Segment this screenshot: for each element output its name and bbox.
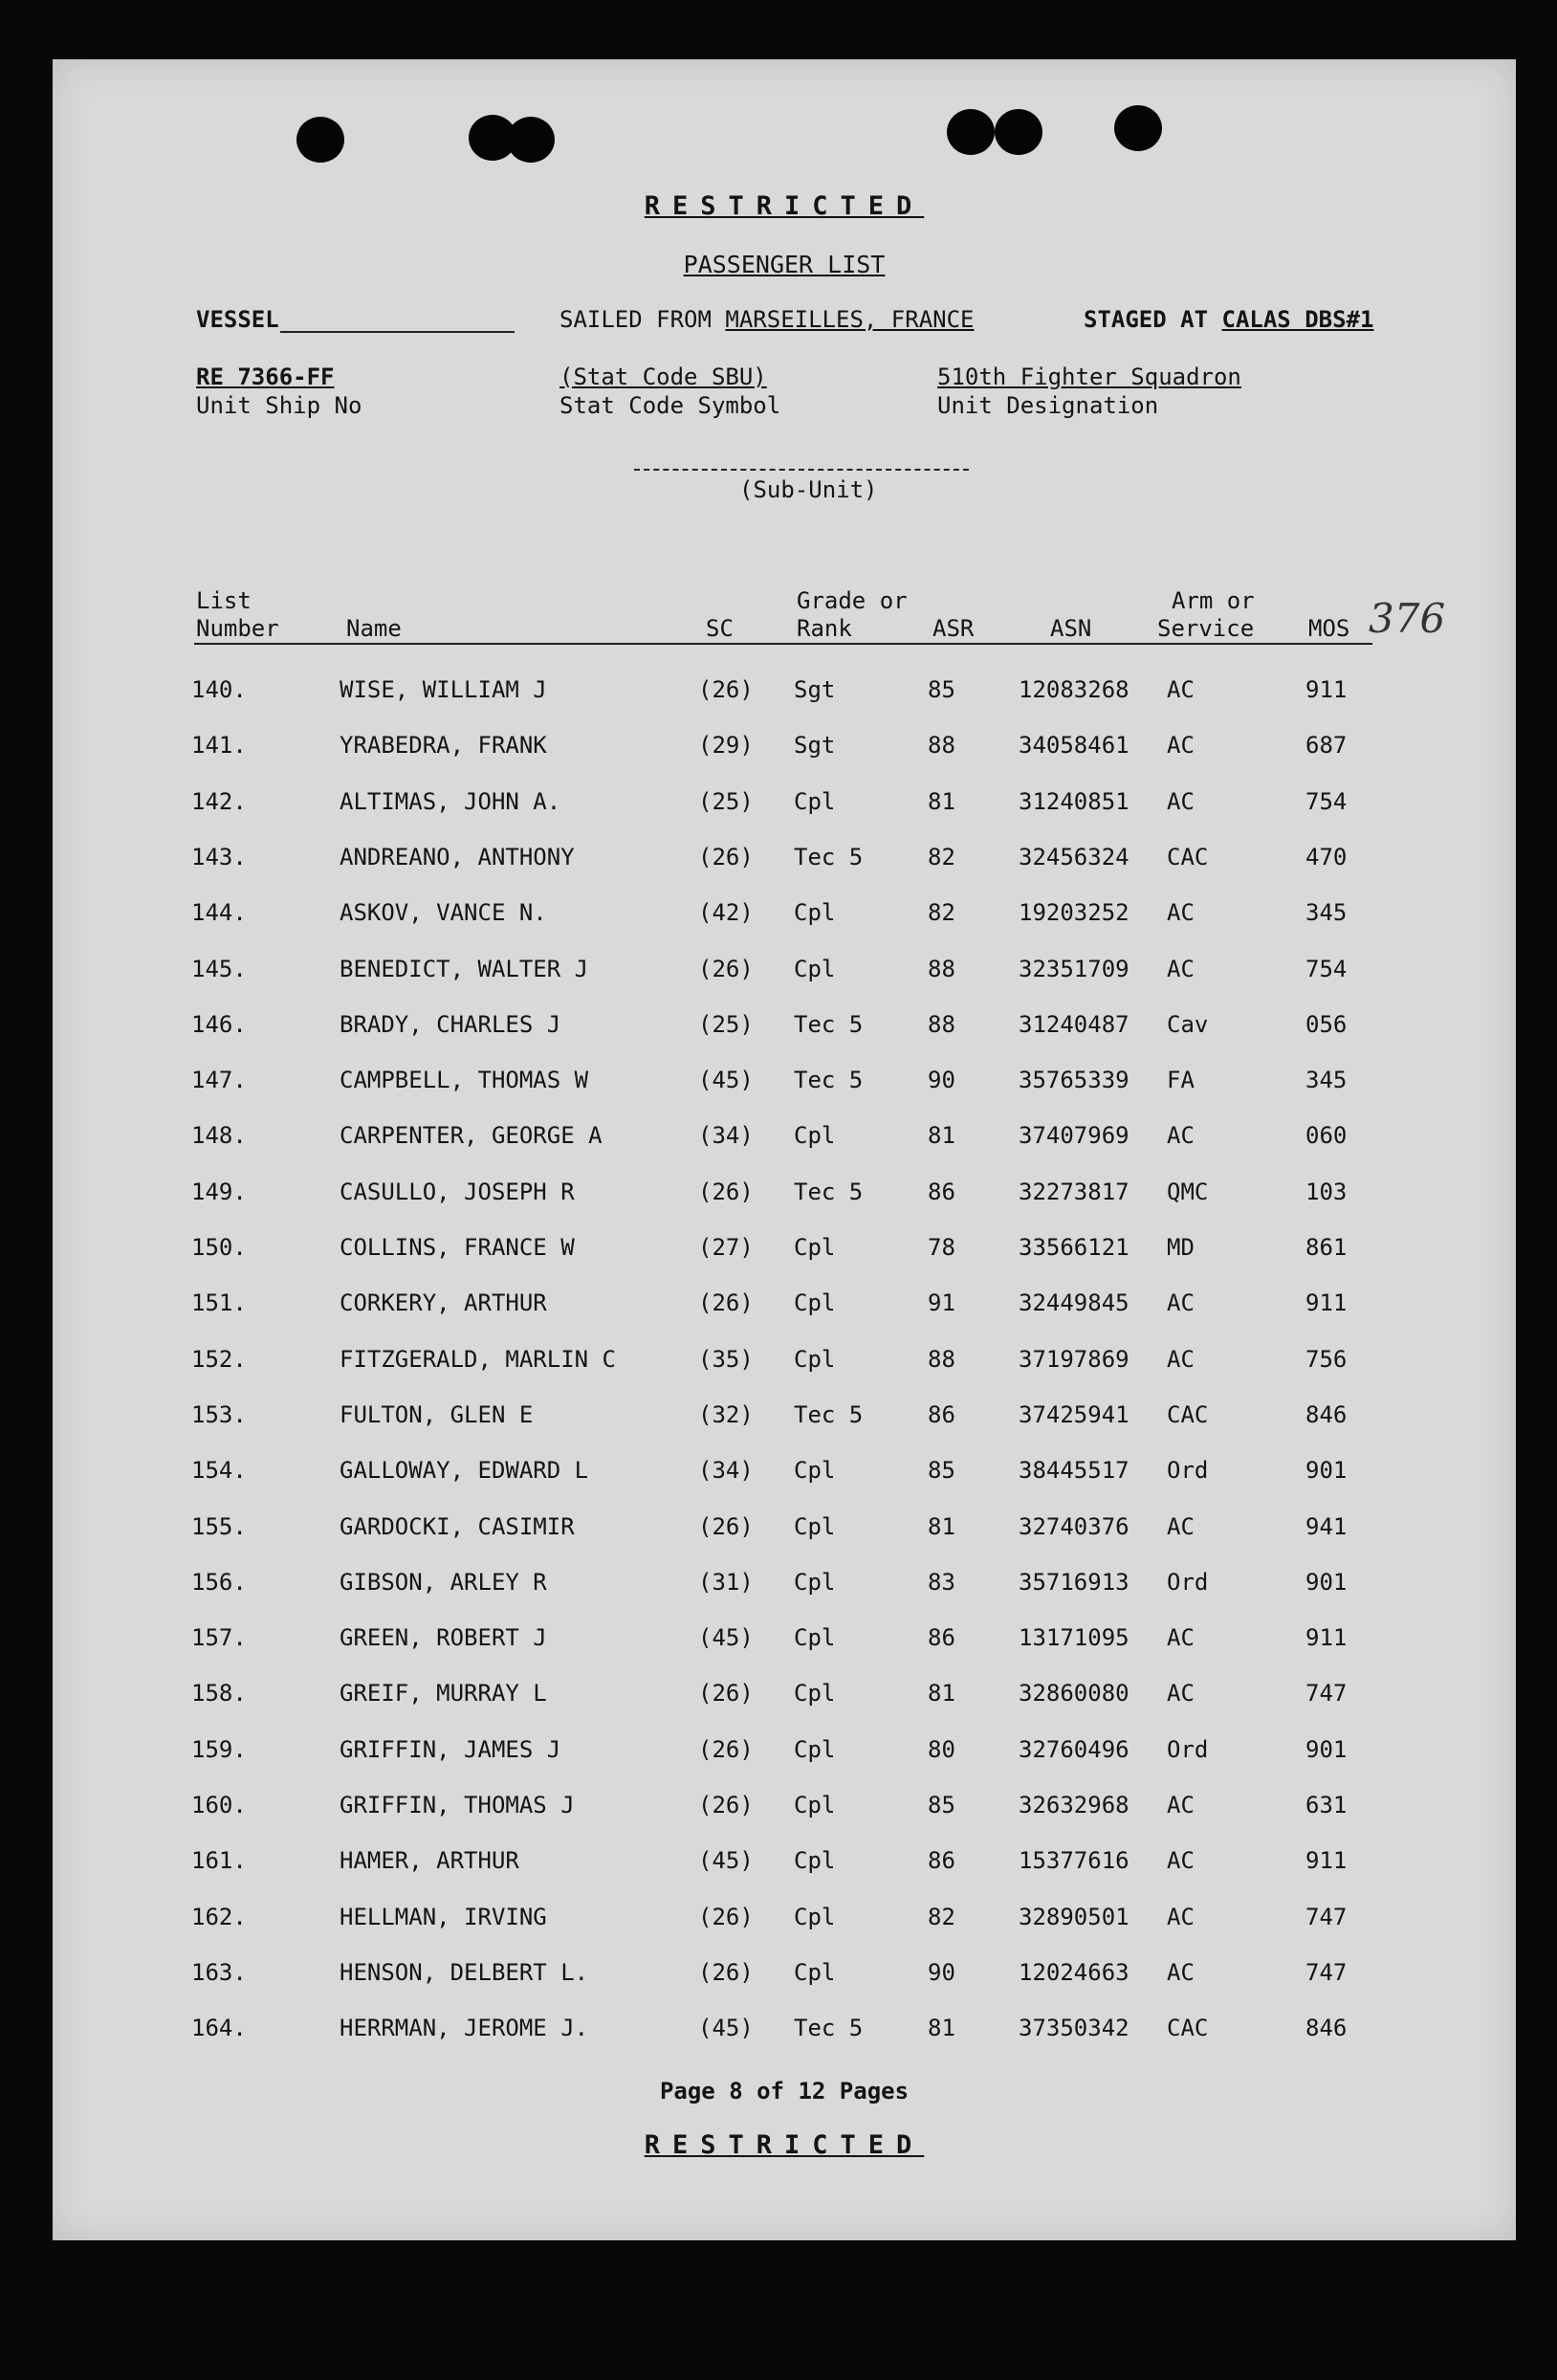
cell-mos: 103 (1305, 1178, 1348, 1205)
cell-num: 156. (191, 1568, 247, 1596)
punch-hole (507, 117, 555, 163)
cell-name: GARDOCKI, CASIMIR (340, 1512, 575, 1540)
cell-asr: 81 (928, 787, 955, 815)
cell-grade: Cpl (794, 1903, 836, 1930)
cell-asr: 82 (928, 843, 955, 870)
cell-sc: (31) (698, 1568, 754, 1596)
cell-num: 152. (191, 1345, 247, 1373)
cell-mos: 056 (1305, 1010, 1348, 1038)
unit-designation-label: Unit Designation (937, 392, 1159, 419)
punch-hole (1114, 105, 1162, 151)
cell-arm: AC (1167, 787, 1195, 815)
cell-grade: Tec 5 (794, 2015, 864, 2042)
table-row (53, 956, 1516, 994)
cell-asn: 37407969 (1019, 1122, 1129, 1150)
cell-asr: 85 (928, 676, 955, 703)
cell-asr: 81 (928, 1680, 955, 1708)
table-row (53, 1959, 1516, 1997)
cell-arm: AC (1167, 1792, 1195, 1818)
sub-unit-line (634, 469, 969, 471)
cell-grade: Cpl (794, 1792, 836, 1818)
cell-asn: 32860080 (1019, 1680, 1129, 1708)
page-number: Page 8 of 12 Pages (659, 2078, 910, 2105)
table-row (53, 1289, 1516, 1328)
cell-sc: (45) (698, 1067, 754, 1094)
col-grade (797, 587, 908, 643)
unit-ship-no-label: Unit Ship No (196, 392, 362, 419)
cell-mos: 747 (1305, 1680, 1348, 1708)
punch-hole (995, 109, 1042, 155)
cell-asn: 12083268 (1019, 676, 1129, 703)
cell-name: HERRMAN, JEROME J. (340, 2015, 589, 2042)
cell-arm: CAC (1167, 2015, 1209, 2042)
cell-name: CASULLO, JOSEPH R (340, 1178, 575, 1205)
table-row (53, 1122, 1516, 1160)
cell-num: 159. (191, 1735, 247, 1763)
cell-name: FULTON, GLEN E (340, 1400, 534, 1428)
table-row (53, 1513, 1516, 1552)
cell-sc: (45) (698, 2015, 754, 2042)
cell-mos: 754 (1305, 787, 1348, 815)
cell-mos: 911 (1305, 1289, 1348, 1317)
cell-sc: (27) (698, 1234, 754, 1261)
cell-asn: 13171095 (1019, 1624, 1129, 1652)
cell-asn: 32351709 (1019, 955, 1129, 982)
cell-sc: (29) (698, 732, 754, 760)
cell-asr: 90 (928, 1958, 955, 1986)
cell-num: 143. (191, 843, 247, 870)
cell-asr: 85 (928, 1457, 955, 1485)
sailed-from (559, 306, 975, 333)
cell-name: BENEDICT, WALTER J (340, 955, 589, 982)
cell-mos: 754 (1305, 955, 1348, 982)
cell-arm: CAC (1167, 1400, 1209, 1428)
cell-asr: 86 (928, 1624, 955, 1652)
cell-grade: Cpl (794, 787, 836, 815)
cell-sc: (35) (698, 1345, 754, 1373)
cell-arm: AC (1167, 676, 1195, 703)
cell-mos: 901 (1305, 1457, 1348, 1485)
cell-asr: 82 (928, 1903, 955, 1930)
cell-name: COLLINS, FRANCE W (340, 1234, 575, 1261)
cell-sc: (26) (698, 1680, 754, 1708)
cell-num: 145. (191, 955, 247, 982)
cell-arm: Cav (1167, 1010, 1209, 1038)
cell-asr: 78 (928, 1234, 955, 1261)
cell-grade: Tec 5 (794, 1010, 864, 1038)
cell-arm: AC (1167, 1345, 1195, 1373)
cell-grade: Tec 5 (794, 843, 864, 870)
cell-arm: Ord (1167, 1568, 1209, 1596)
cell-num: 141. (191, 732, 247, 760)
cell-asn: 31240487 (1019, 1010, 1129, 1038)
cell-arm: AC (1167, 1847, 1195, 1875)
classification-footer: RESTRICTED (644, 2130, 925, 2160)
cell-arm: AC (1167, 1903, 1195, 1930)
cell-name: GRIFFIN, JAMES J (340, 1735, 561, 1763)
cell-asn: 37350342 (1019, 2015, 1129, 2042)
cell-mos: 060 (1305, 1122, 1348, 1150)
cell-num: 164. (191, 2015, 247, 2042)
cell-asr: 86 (928, 1400, 955, 1428)
cell-asr: 80 (928, 1735, 955, 1763)
table-row (53, 899, 1516, 937)
cell-grade: Cpl (794, 1847, 836, 1875)
cell-mos: 345 (1305, 1067, 1348, 1094)
table-row (53, 1011, 1516, 1049)
cell-arm: AC (1167, 732, 1195, 760)
cell-asr: 81 (928, 1512, 955, 1540)
cell-name: CAMPBELL, THOMAS W (340, 1067, 589, 1094)
cell-num: 146. (191, 1010, 247, 1038)
vessel-label: VESSEL (196, 306, 279, 333)
cell-asn: 32890501 (1019, 1903, 1129, 1930)
cell-name: ALTIMAS, JOHN A. (340, 787, 561, 815)
cell-asr: 83 (928, 1568, 955, 1596)
cell-grade: Tec 5 (794, 1067, 864, 1094)
cell-asr: 85 (928, 1792, 955, 1818)
cell-mos: 747 (1305, 1958, 1348, 1986)
cell-sc: (25) (698, 1010, 754, 1038)
cell-sc: (34) (698, 1457, 754, 1485)
cell-sc: (26) (698, 676, 754, 703)
cell-name: BRADY, CHARLES J (340, 1010, 561, 1038)
cell-grade: Cpl (794, 1958, 836, 1986)
staged-at-label: STAGED AT (1084, 306, 1209, 333)
sub-unit-label: (Sub-Unit) (739, 476, 878, 503)
cell-num: 158. (191, 1680, 247, 1708)
cell-arm: AC (1167, 1122, 1195, 1150)
cell-grade: Tec 5 (794, 1400, 864, 1428)
cell-arm: CAC (1167, 843, 1209, 870)
col-arm-line1: Arm or (1172, 587, 1255, 614)
sailed-from-value: MARSEILLES, FRANCE (725, 306, 975, 333)
cell-grade: Cpl (794, 1289, 836, 1317)
table-row (53, 1569, 1516, 1607)
cell-mos: 901 (1305, 1568, 1348, 1596)
table-row (53, 1847, 1516, 1885)
cell-grade: Cpl (794, 1345, 836, 1373)
cell-num: 148. (191, 1122, 247, 1150)
table-row (53, 1179, 1516, 1217)
list-title: PASSENGER LIST (683, 251, 886, 278)
cell-grade: Cpl (794, 1512, 836, 1540)
cell-asr: 88 (928, 732, 955, 760)
cell-arm: FA (1167, 1067, 1195, 1094)
table-row (53, 732, 1516, 770)
cell-asn: 35716913 (1019, 1568, 1129, 1596)
cell-grade: Cpl (794, 1735, 836, 1763)
cell-sc: (26) (698, 1958, 754, 1986)
cell-asn: 32449845 (1019, 1289, 1129, 1317)
cell-arm: AC (1167, 899, 1195, 927)
col-arm-line2: Service (1157, 615, 1255, 642)
cell-asr: 88 (928, 1345, 955, 1373)
table-row (53, 1792, 1516, 1830)
cell-mos: 345 (1305, 899, 1348, 927)
cell-sc: (45) (698, 1624, 754, 1652)
cell-num: 157. (191, 1624, 247, 1652)
vessel-blank-line (280, 331, 515, 333)
col-mos: MOS (1308, 615, 1350, 642)
cell-name: CORKERY, ARTHUR (340, 1289, 547, 1317)
cell-name: GALLOWAY, EDWARD L (340, 1457, 589, 1485)
cell-name: CARPENTER, GEORGE A (340, 1122, 603, 1150)
cell-asn: 32740376 (1019, 1512, 1129, 1540)
table-row (53, 788, 1516, 826)
cell-sc: (34) (698, 1122, 754, 1150)
cell-mos: 911 (1305, 676, 1348, 703)
table-row (53, 1067, 1516, 1105)
cell-asn: 35765339 (1019, 1067, 1129, 1094)
cell-arm: AC (1167, 955, 1195, 982)
table-row (53, 1401, 1516, 1440)
staged-at-value: CALAS DBS#1 (1221, 306, 1374, 333)
cell-num: 162. (191, 1903, 247, 1930)
cell-asn: 19203252 (1019, 899, 1129, 927)
cell-arm: AC (1167, 1624, 1195, 1652)
cell-sc: (25) (698, 787, 754, 815)
cell-asn: 37197869 (1019, 1345, 1129, 1373)
cell-grade: Cpl (794, 1122, 836, 1150)
cell-asr: 88 (928, 955, 955, 982)
cell-sc: (26) (698, 1178, 754, 1205)
cell-mos: 861 (1305, 1234, 1348, 1261)
col-list-number-line1: List (196, 587, 252, 614)
table-row (53, 1624, 1516, 1663)
cell-grade: Cpl (794, 1568, 836, 1596)
cell-asr: 88 (928, 1010, 955, 1038)
cell-sc: (26) (698, 1512, 754, 1540)
col-asn: ASN (1050, 615, 1092, 642)
table-row (53, 676, 1516, 715)
cell-asn: 31240851 (1019, 787, 1129, 815)
cell-mos: 470 (1305, 843, 1348, 870)
cell-mos: 846 (1305, 2015, 1348, 2042)
cell-num: 163. (191, 1958, 247, 1986)
cell-num: 144. (191, 899, 247, 927)
cell-asr: 91 (928, 1289, 955, 1317)
col-grade-line1: Grade or (797, 587, 908, 614)
cell-mos: 756 (1305, 1345, 1348, 1373)
cell-sc: (26) (698, 1792, 754, 1818)
cell-sc: (26) (698, 1289, 754, 1317)
cell-name: FITZGERALD, MARLIN C (340, 1345, 616, 1373)
cell-asr: 86 (928, 1847, 955, 1875)
cell-asr: 81 (928, 1122, 955, 1150)
table-row (53, 1346, 1516, 1384)
cell-mos: 911 (1305, 1624, 1348, 1652)
cell-num: 154. (191, 1457, 247, 1485)
cell-name: HENSON, DELBERT L. (340, 1958, 589, 1986)
table-row (53, 1457, 1516, 1495)
cell-name: YRABEDRA, FRANK (340, 732, 547, 760)
unit-designation-value: 510th Fighter Squadron (937, 364, 1241, 390)
cell-asn: 37425941 (1019, 1400, 1129, 1428)
cell-mos: 941 (1305, 1512, 1348, 1540)
cell-sc: (26) (698, 1903, 754, 1930)
cell-name: WISE, WILLIAM J (340, 676, 547, 703)
cell-asn: 32632968 (1019, 1792, 1129, 1818)
cell-name: HELLMAN, IRVING (340, 1903, 547, 1930)
cell-asr: 86 (928, 1178, 955, 1205)
cell-grade: Cpl (794, 1624, 836, 1652)
unit-ship-no-value: RE 7366-FF (196, 364, 335, 390)
cell-num: 142. (191, 787, 247, 815)
cell-grade: Cpl (794, 1234, 836, 1261)
cell-arm: AC (1167, 1958, 1195, 1986)
col-grade-line2: Rank (797, 615, 852, 642)
table-row (53, 1904, 1516, 1942)
cell-num: 150. (191, 1234, 247, 1261)
cell-num: 140. (191, 676, 247, 703)
cell-num: 161. (191, 1847, 247, 1875)
cell-grade: Cpl (794, 1457, 836, 1485)
cell-num: 149. (191, 1178, 247, 1205)
cell-name: GRIFFIN, THOMAS J (340, 1792, 575, 1818)
cell-asn: 32760496 (1019, 1735, 1129, 1763)
cell-grade: Tec 5 (794, 1178, 864, 1205)
cell-name: ANDREANO, ANTHONY (340, 843, 575, 870)
cell-mos: 747 (1305, 1903, 1348, 1930)
cell-num: 155. (191, 1512, 247, 1540)
cell-sc: (26) (698, 843, 754, 870)
classification-header: RESTRICTED (644, 191, 925, 221)
cell-asn: 33566121 (1019, 1234, 1129, 1261)
cell-name: ASKOV, VANCE N. (340, 899, 547, 927)
table-row (53, 844, 1516, 882)
cell-sc: (26) (698, 1735, 754, 1763)
cell-grade: Cpl (794, 899, 836, 927)
cell-sc: (45) (698, 1847, 754, 1875)
cell-arm: QMC (1167, 1178, 1209, 1205)
cell-arm: Ord (1167, 1735, 1209, 1763)
cell-asn: 34058461 (1019, 732, 1129, 760)
cell-arm: AC (1167, 1680, 1195, 1708)
col-arm (1157, 587, 1255, 643)
cell-mos: 901 (1305, 1735, 1348, 1763)
cell-num: 147. (191, 1067, 247, 1094)
table-row (53, 1736, 1516, 1774)
cell-arm: AC (1167, 1512, 1195, 1540)
cell-name: GREEN, ROBERT J (340, 1624, 547, 1652)
cell-name: GIBSON, ARLEY R (340, 1568, 547, 1596)
page-stamp-number: 376 (1369, 595, 1446, 642)
cell-arm: AC (1167, 1289, 1195, 1317)
col-name: Name (346, 615, 402, 642)
cell-mos: 631 (1305, 1792, 1348, 1818)
cell-asn: 38445517 (1019, 1457, 1129, 1485)
cell-grade: Cpl (794, 955, 836, 982)
table-row (53, 1234, 1516, 1272)
cell-num: 151. (191, 1289, 247, 1317)
cell-mos: 911 (1305, 1847, 1348, 1875)
cell-name: GREIF, MURRAY L (340, 1680, 547, 1708)
staged-at (1084, 306, 1373, 333)
cell-asr: 82 (928, 899, 955, 927)
cell-asr: 90 (928, 1067, 955, 1094)
cell-name: HAMER, ARTHUR (340, 1847, 519, 1875)
cell-sc: (32) (698, 1400, 754, 1428)
cell-sc: (42) (698, 899, 754, 927)
col-asr: ASR (932, 615, 975, 642)
table-row (53, 1680, 1516, 1718)
cell-num: 160. (191, 1792, 247, 1818)
cell-mos: 846 (1305, 1400, 1348, 1428)
cell-asn: 32273817 (1019, 1178, 1129, 1205)
cell-asr: 81 (928, 2015, 955, 2042)
cell-arm: MD (1167, 1234, 1195, 1261)
col-sc: SC (706, 615, 734, 642)
sailed-from-label: SAILED FROM (559, 306, 712, 333)
cell-asn: 12024663 (1019, 1958, 1129, 1986)
cell-grade: Sgt (794, 676, 836, 703)
col-list-number (196, 587, 279, 643)
cell-asn: 32456324 (1019, 843, 1129, 870)
header-rule (194, 643, 1372, 645)
punch-hole (296, 117, 344, 163)
stat-code-label: Stat Code Symbol (559, 392, 781, 419)
cell-mos: 687 (1305, 732, 1348, 760)
cell-sc: (26) (698, 955, 754, 982)
table-row (53, 2015, 1516, 2053)
col-list-number-line2: Number (196, 615, 279, 642)
cell-grade: Cpl (794, 1680, 836, 1708)
document-page (53, 59, 1516, 2240)
cell-arm: Ord (1167, 1457, 1209, 1485)
punch-hole (947, 109, 995, 155)
cell-asn: 15377616 (1019, 1847, 1129, 1875)
cell-grade: Sgt (794, 732, 836, 760)
stat-code-value: (Stat Code SBU) (559, 364, 767, 390)
cell-num: 153. (191, 1400, 247, 1428)
